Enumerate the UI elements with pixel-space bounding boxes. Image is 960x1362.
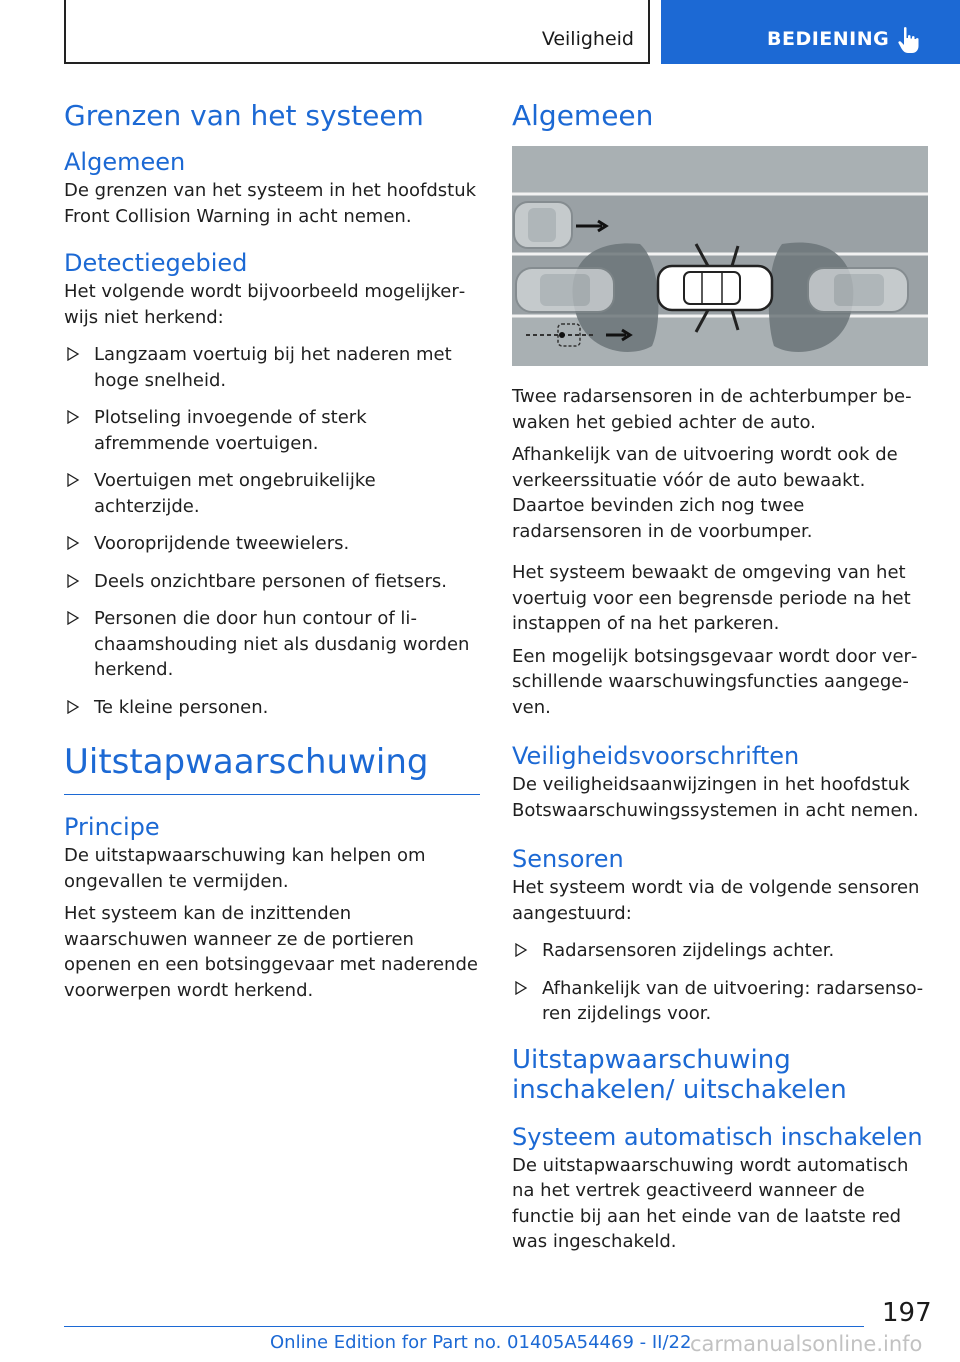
list-item: Deels onzichtbare personen of fietsers. [64,569,480,595]
triangle-right-icon [66,473,80,487]
header-chapter-title: BEDIENING [767,28,890,50]
list-item: Langzaam voertuig bij het naderen met hoge snelheid. [64,342,480,393]
chapter-title-exit-warning: Uitstapwaarschuwing [64,738,480,795]
left-column [64,96,480,1010]
general-text-1: Twee radarsensoren in de achterbumper bewaken het gebied achter de auto. [512,386,912,433]
auto-activation-text: De uitstapwaarschuwing wordt automatisch na het vertrek geactiveerd wanneer de functie bij aan het einde van de laatste red was ingeschakeld. [512,1154,909,1252]
section-title-system-limits: Grenzen van het systeem [64,99,424,132]
detection-limits-list [64,342,480,720]
triangle-right-icon [66,410,80,424]
sensors-list [512,938,928,1027]
principle-text-2: Het systeem kan de inzittenden waarschuwen wanneer ze de portieren openen en een botsinggevaar met naderende voorwerpen wordt herkend. [64,903,478,1001]
watermark: carmanualsonline.info [690,1332,923,1356]
sensors-text: Het systeem wordt via de volgende sensoren aangestuurd: [512,877,920,924]
list-item: Radarsensoren zijdelings achter. [512,938,928,964]
triangle-right-icon [66,536,80,550]
subsection-title-detection-area: Detectiegebied [64,249,248,277]
triangle-right-icon [66,574,80,588]
hand-pointer-icon [897,26,921,54]
section-title-general: Algemeen [512,99,654,132]
safety-text: De veiligheidsaanwijzingen in het hoofdstuk Botswaarschuwingssystemen in acht nemen. [512,774,919,821]
page-number: 197 [882,1298,932,1328]
list-item: Personen die door hun contour of lichaamshouding niet als dusdanig worden herkend. [64,606,480,683]
list-item: Voertuigen met ongebruikelijke achterzijde. [64,468,480,519]
subsection-title-safety: Veiligheidsvoorschriften [512,742,800,770]
list-item: Afhankelijk van de uitvoering: radarsensoren zijdelings voor. [512,976,928,1027]
header-section-box [64,0,650,64]
subsection-title-principle: Principe [64,813,160,841]
general-text-3: Het systeem bewaakt de omgeving van het voertuig voor een begrensde periode na het instappen of na het parkeren. [512,562,911,634]
right-column [512,96,928,1262]
list-item: Vooroprijdende tweewielers. [64,531,480,557]
subsection-title-general: Algemeen [64,148,186,176]
footer-rule [64,1326,864,1327]
triangle-right-icon [514,943,528,957]
triangle-right-icon [66,700,80,714]
general-text: De grenzen van het systeem in het hoofdstuk Front Collision Warning in acht nemen. [64,180,477,227]
principle-text-1: De uitstapwaarschuwing kan helpen om ongevallen te vermijden. [64,845,426,892]
triangle-right-icon [514,981,528,995]
subsection-title-sensors: Sensoren [512,845,624,873]
triangle-right-icon [66,347,80,361]
section-title-switch-on-off: Uitstapwaarschuwing inschakelen/ uitschakelen [512,1044,847,1105]
triangle-right-icon [66,611,80,625]
list-item: Plotseling invoegende of sterk afremmende voertuigen. [64,405,480,456]
header-chapter-tab[interactable] [661,0,960,64]
detection-area-text: Het volgende wordt bijvoorbeeld mogelijkerwijs niet herkend: [64,281,466,328]
subsection-title-auto-activation: Systeem automatisch inschakelen [512,1122,923,1151]
header-section-title: Veiligheid [541,28,634,50]
general-text-2: Afhankelijk van de uitvoering wordt ook de verkeerssituatie vóór de auto bewaakt. Daartoe bevinden zich nog twee radarsensoren in de voorbumper. [512,444,898,542]
radar-coverage-illustration [512,146,928,366]
list-item: Te kleine personen. [64,695,480,721]
general-text-4: Een mogelijk botsingsgevaar wordt door verschillende waarschuwingsfuncties aangegeven. [512,645,918,718]
footer-edition-note: Online Edition for Part no. 01405A54469 - II/22 [270,1332,692,1353]
